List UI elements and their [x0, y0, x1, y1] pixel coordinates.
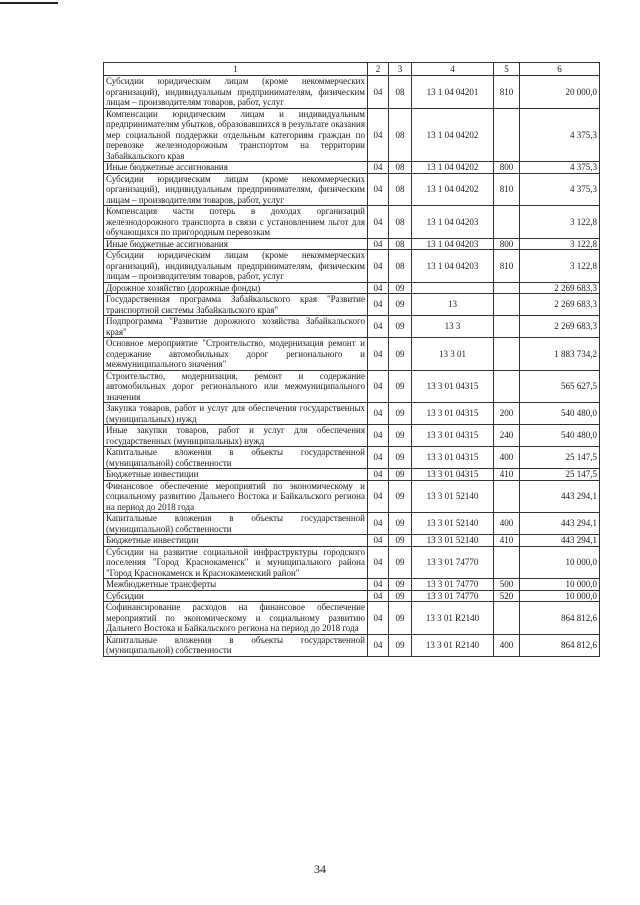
row-target-article: 13 3 01 52140	[412, 480, 494, 513]
row-target-article: 13 3 01 R2140	[412, 634, 494, 656]
row-expense-type: 810	[494, 250, 520, 283]
table-row	[104, 294, 600, 316]
row-target-article	[412, 282, 494, 294]
row-section: 04	[368, 206, 389, 239]
row-target-article: 13	[412, 294, 494, 316]
row-name: Субсидии	[104, 590, 368, 602]
row-name: Компенсация части потерь в доходах организаций железнодорожного транспорта в связи с установлением льгот для обучающихся по пригородным перевозкам	[104, 206, 368, 239]
row-name: Капитальные вложения в объекты государственной (муниципальной) собственности	[104, 447, 368, 469]
row-name: Подпрограмма "Развитие дорожного хозяйства Забайкальского края"	[104, 316, 368, 338]
row-subsection: 08	[389, 206, 412, 239]
row-section: 04	[368, 602, 389, 635]
col-header-subsection: 3	[389, 63, 412, 76]
col-header-name: 1	[104, 63, 368, 76]
row-expense-type	[494, 480, 520, 513]
row-expense-type: 400	[494, 513, 520, 535]
row-amount: 2 269 683,3	[520, 282, 600, 294]
row-target-article: 13 3 01 04315	[412, 447, 494, 469]
table-row	[104, 238, 600, 250]
row-subsection: 09	[389, 338, 412, 371]
row-section: 04	[368, 546, 389, 579]
row-amount: 3 122,8	[520, 238, 600, 250]
row-expense-type	[494, 108, 520, 162]
table-row	[104, 535, 600, 547]
row-amount: 1 883 734,2	[520, 338, 600, 371]
row-subsection: 09	[389, 513, 412, 535]
row-expense-type: 400	[494, 447, 520, 469]
row-section: 04	[368, 590, 389, 602]
row-name: Дорожное хозяйство (дорожные фонды)	[104, 282, 368, 294]
col-header-target-article: 4	[412, 63, 494, 76]
row-expense-type: 410	[494, 469, 520, 481]
row-target-article: 13 3 01 04315	[412, 370, 494, 403]
table-row	[104, 108, 600, 162]
row-target-article: 13 3 01 04315	[412, 403, 494, 425]
table-row	[104, 206, 600, 239]
row-subsection: 08	[389, 162, 412, 174]
row-expense-type: 240	[494, 425, 520, 447]
row-section: 04	[368, 282, 389, 294]
row-section: 04	[368, 316, 389, 338]
row-section: 04	[368, 535, 389, 547]
table-row	[104, 403, 600, 425]
row-name: Бюджетные инвестиции	[104, 535, 368, 547]
row-target-article: 13 1 04 04202	[412, 108, 494, 162]
row-section: 04	[368, 108, 389, 162]
row-subsection: 09	[389, 590, 412, 602]
row-target-article: 13 3 01 R2140	[412, 602, 494, 635]
table-row	[104, 590, 600, 602]
row-section: 04	[368, 238, 389, 250]
row-amount: 2 269 683,3	[520, 316, 600, 338]
table-row	[104, 370, 600, 403]
row-expense-type: 200	[494, 403, 520, 425]
budget-table	[103, 62, 600, 657]
table-row	[104, 447, 600, 469]
row-subsection: 09	[389, 282, 412, 294]
row-subsection: 09	[389, 425, 412, 447]
table-row	[104, 602, 600, 635]
row-name: Иные бюджетные ассигнования	[104, 238, 368, 250]
col-header-expense-type: 5	[494, 63, 520, 76]
table-header-row	[104, 63, 600, 76]
table-row	[104, 469, 600, 481]
row-name: Капитальные вложения в объекты государственной (муниципальной) собственности	[104, 634, 368, 656]
table-row	[104, 173, 600, 206]
row-section: 04	[368, 76, 389, 109]
row-name: Государственная программа Забайкальского края "Развитие транспортной системы Забайкальского края"	[104, 294, 368, 316]
row-expense-type: 500	[494, 579, 520, 591]
row-section: 04	[368, 447, 389, 469]
row-subsection: 09	[389, 579, 412, 591]
table-row	[104, 513, 600, 535]
row-name: Субсидии юридическим лицам (кроме некоммерческих организаций), индивидуальным предпринимателям, физическим лицам – производителям товаров, работ, услуг	[104, 173, 368, 206]
table-row	[104, 634, 600, 656]
row-amount: 25 147,5	[520, 469, 600, 481]
row-amount: 3 122,8	[520, 206, 600, 239]
row-name: Иные закупки товаров, работ и услуг для обеспечения государственных (муниципальных) нужд	[104, 425, 368, 447]
row-target-article: 13 1 04 04201	[412, 76, 494, 109]
row-name: Бюджетные инвестиции	[104, 469, 368, 481]
row-amount: 4 375,3	[520, 108, 600, 162]
row-target-article: 13 3 01	[412, 338, 494, 371]
table-row	[104, 76, 600, 109]
row-name: Компенсации юридическим лицам и индивидуальным предпринимателям убытков, образовавшихся в результате оказания мер социальной поддержки отдельным категориям граждан по перевозке железнодорожным транспортом на территории Забайкальского края	[104, 108, 368, 162]
row-target-article: 13 1 04 04202	[412, 173, 494, 206]
row-expense-type	[494, 338, 520, 371]
row-name: Межбюджетные трансферты	[104, 579, 368, 591]
row-subsection: 08	[389, 250, 412, 283]
row-amount: 25 147,5	[520, 447, 600, 469]
row-amount: 10 000,0	[520, 546, 600, 579]
row-name: Закупка товаров, работ и услуг для обеспечения государственных (муниципальных) нужд	[104, 403, 368, 425]
row-subsection: 09	[389, 602, 412, 635]
table-row	[104, 579, 600, 591]
row-subsection: 09	[389, 480, 412, 513]
row-expense-type	[494, 546, 520, 579]
row-amount: 540 480,0	[520, 403, 600, 425]
row-section: 04	[368, 634, 389, 656]
row-amount: 864 812,6	[520, 634, 600, 656]
row-expense-type: 800	[494, 238, 520, 250]
row-amount: 10 000,0	[520, 590, 600, 602]
row-subsection: 08	[389, 238, 412, 250]
row-amount: 4 375,3	[520, 162, 600, 174]
table-row	[104, 282, 600, 294]
row-target-article: 13 1 04 04203	[412, 206, 494, 239]
row-name: Субсидии на развитие социальной инфраструктуры городского поселения "Город Краснокаменск" и муниципального района "Город Краснокаменск и Краснокаменский район"	[104, 546, 368, 579]
row-subsection: 09	[389, 294, 412, 316]
row-target-article: 13 1 04 04203	[412, 250, 494, 283]
row-subsection: 08	[389, 108, 412, 162]
row-amount: 20 000,0	[520, 76, 600, 109]
row-section: 04	[368, 403, 389, 425]
row-section: 04	[368, 513, 389, 535]
row-section: 04	[368, 173, 389, 206]
row-name: Софинансирование расходов на финансовое обеспечение мероприятий по экономическому и социальному развитию Дальнего Востока и Байкальского региона на период до 2018 года	[104, 602, 368, 635]
row-section: 04	[368, 338, 389, 371]
row-target-article: 13 3 01 74770	[412, 590, 494, 602]
row-subsection: 09	[389, 403, 412, 425]
row-subsection: 09	[389, 546, 412, 579]
row-expense-type	[494, 316, 520, 338]
row-amount: 10 000,0	[520, 579, 600, 591]
col-header-section: 2	[368, 63, 389, 76]
row-subsection: 08	[389, 173, 412, 206]
row-name: Основное мероприятие "Строительство, модернизация ремонт и содержание автомобильных дорог регионального и межмуниципального значения"	[104, 338, 368, 371]
row-subsection: 09	[389, 316, 412, 338]
row-name: Субсидии юридическим лицам (кроме некоммерческих организаций), индивидуальным предпринимателям, физическим лицам – производителям товаров, работ, услуг	[104, 76, 368, 109]
row-section: 04	[368, 162, 389, 174]
row-amount: 4 375,3	[520, 173, 600, 206]
table-row	[104, 316, 600, 338]
row-amount: 2 269 683,3	[520, 294, 600, 316]
table-row	[104, 480, 600, 513]
row-section: 04	[368, 469, 389, 481]
row-expense-type	[494, 602, 520, 635]
row-subsection: 08	[389, 76, 412, 109]
row-amount: 864 812,6	[520, 602, 600, 635]
row-expense-type	[494, 294, 520, 316]
header-rule	[0, 2, 58, 4]
table-row	[104, 250, 600, 283]
row-amount: 565 627,5	[520, 370, 600, 403]
table-row	[104, 546, 600, 579]
table-row	[104, 338, 600, 371]
row-subsection: 09	[389, 535, 412, 547]
row-expense-type	[494, 282, 520, 294]
row-amount: 540 480,0	[520, 425, 600, 447]
row-expense-type: 410	[494, 535, 520, 547]
row-expense-type	[494, 206, 520, 239]
row-section: 04	[368, 294, 389, 316]
row-expense-type: 810	[494, 76, 520, 109]
row-target-article: 13 3 01 52140	[412, 535, 494, 547]
table-row	[104, 425, 600, 447]
col-header-amount: 6	[520, 63, 600, 76]
row-subsection: 09	[389, 469, 412, 481]
row-target-article: 13 3 01 74770	[412, 579, 494, 591]
row-target-article: 13 3 01 74770	[412, 546, 494, 579]
row-expense-type: 400	[494, 634, 520, 656]
row-name: Капитальные вложения в объекты государственной (муниципальной) собственности	[104, 513, 368, 535]
row-subsection: 09	[389, 370, 412, 403]
row-section: 04	[368, 250, 389, 283]
row-amount: 443 294,1	[520, 513, 600, 535]
row-target-article: 13 3 01 04315	[412, 425, 494, 447]
row-section: 04	[368, 425, 389, 447]
table-row	[104, 162, 600, 174]
row-target-article: 13 3 01 04315	[412, 469, 494, 481]
row-target-article: 13 3	[412, 316, 494, 338]
row-expense-type	[494, 370, 520, 403]
row-target-article: 13 1 04 04202	[412, 162, 494, 174]
row-amount: 443 294,1	[520, 535, 600, 547]
row-name: Финансовое обеспечение мероприятий по экономическому и социальному развитию Дальнего Востока и Байкальского региона на период до 2018 года	[104, 480, 368, 513]
row-section: 04	[368, 579, 389, 591]
row-section: 04	[368, 370, 389, 403]
row-name: Субсидии юридическим лицам (кроме некоммерческих организаций), индивидуальным предпринимателям, физическим лицам – производителям товаров, работ, услуг	[104, 250, 368, 283]
row-amount: 443 294,1	[520, 480, 600, 513]
row-subsection: 09	[389, 634, 412, 656]
row-expense-type: 800	[494, 162, 520, 174]
row-name: Строительство, модернизация, ремонт и содержание автомобильных дорог регионального или межмуниципального значения	[104, 370, 368, 403]
row-section: 04	[368, 480, 389, 513]
row-target-article: 13 3 01 52140	[412, 513, 494, 535]
row-expense-type: 520	[494, 590, 520, 602]
page-number: 34	[314, 862, 326, 876]
row-target-article: 13 1 04 04203	[412, 238, 494, 250]
row-name: Иные бюджетные ассигнования	[104, 162, 368, 174]
row-amount: 3 122,8	[520, 250, 600, 283]
row-expense-type: 810	[494, 173, 520, 206]
row-subsection: 09	[389, 447, 412, 469]
